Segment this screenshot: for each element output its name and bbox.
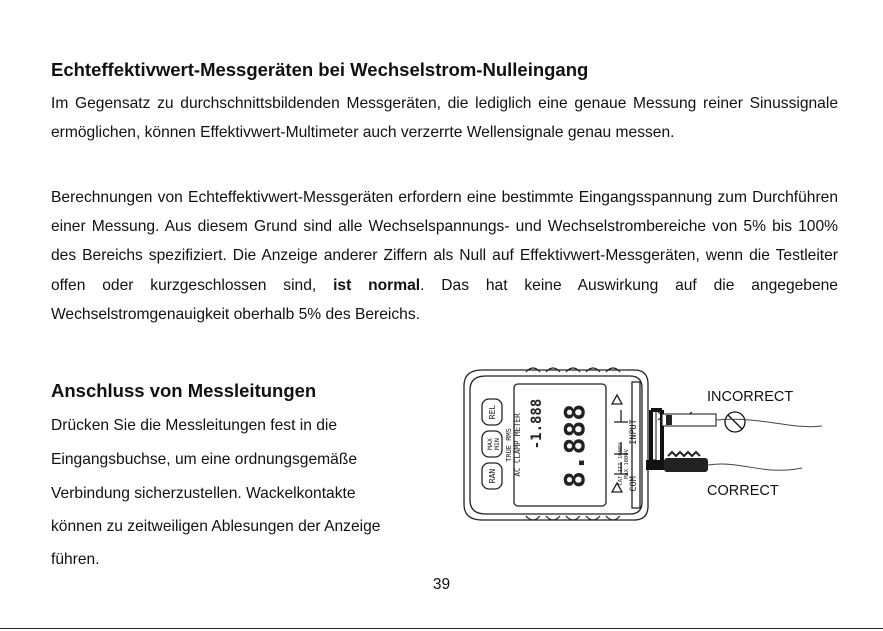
page-number: 39 [432, 576, 451, 593]
paragraph-text: Berechnungen von Echteffektivwert-Messgeräten erfordern eine bestimmte Eingangsspannung zum Durchführen einer Messung. Aus diesem Grund sind alle Wechselspannungs- und Wechselstrombereiche von 5% bis 100% des Bereichs spezifiziert. Die Anzeige anderer Ziffern als Null auf Effektivwert-Messgeräten, wenn die Testleiter offen oder kurzgeschlossen sind, [51, 189, 838, 294]
correct-label: CORRECT [707, 483, 779, 499]
test-leads-text-line: Eingangsbuchse, um eine ordnungsgemäße [51, 451, 358, 468]
test-leads-text-line: können zu zeitweiligen Ablesungen der Anzeige [51, 518, 381, 535]
button-max-label: MAX [486, 438, 494, 450]
jack-com-label: COM [629, 476, 639, 492]
button-ran-label: RAN [488, 468, 497, 484]
lcd-main-digits: 8.888 [558, 403, 591, 489]
lcd-small-digits: -1.888 [529, 398, 545, 450]
test-leads-text-line: führen. [51, 551, 100, 568]
rating-line1: CAT.III 1000V [618, 442, 624, 486]
emphasis-ist-normal: ist normal [333, 276, 421, 294]
paragraph-text-end: . Das hat keine Auswirkung auf die angegebene Wechselstromgenauigkeit oberhalb 5% des Bereichs. [51, 276, 838, 323]
test-leads-text-line: Verbindung sicherzustellen. Wackelkontakte [51, 485, 356, 502]
incorrect-probe [651, 410, 822, 460]
button-min-label: MIN [493, 438, 501, 450]
meter-title-line1: TRUE RMS [505, 428, 513, 462]
meter-title-line2: AC CLAMP METER [513, 413, 522, 477]
section-heading-true-rms: Echteffektivwert-Messgeräten bei Wechselstrom-Nulleingang [51, 59, 589, 80]
button-rel-label: REL [488, 404, 497, 420]
rating-line2: MAX 1000V [624, 449, 630, 479]
test-leads-text-line: Drücken Sie die Messleitungen fest in die [51, 417, 338, 434]
paragraph-true-rms-details [51, 183, 838, 329]
jack-input-label: INPUT [629, 419, 639, 445]
section-heading-test-leads: Anschluss von Messleitungen [51, 380, 317, 401]
incorrect-label: INCORRECT [707, 389, 794, 405]
test-lead-connection-illustration [462, 364, 842, 530]
correct-probe [646, 452, 802, 472]
footer-divider [0, 628, 883, 629]
paragraph-true-rms-intro: Im Gegensatz zu durchschnittsbildenden Messgeräten, die lediglich eine genaue Messung reiner Sinussignale ermöglichen, können Effektivwert-Multimeter auch verzerrte Wellensignale genau messen. [51, 95, 838, 142]
